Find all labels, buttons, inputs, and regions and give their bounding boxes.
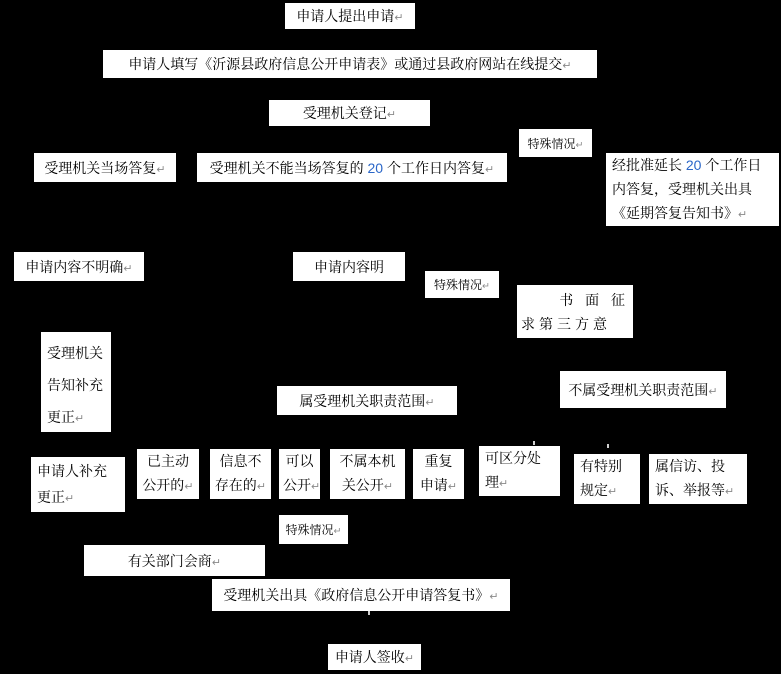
flow-node-petition-report-line-1	[655, 478, 743, 504]
return-mark-icon: ↵	[499, 478, 509, 490]
flow-node-text: 关公开	[341, 477, 384, 493]
flow-node-other-authority-disclose-line-0	[334, 449, 401, 473]
connector-tick	[368, 611, 370, 615]
return-mark-icon: ↵	[484, 163, 495, 176]
flow-node-info-not-exist-line-1	[214, 473, 267, 499]
flow-node-written-third-party-line-0	[521, 288, 629, 312]
flow-node-text: 不属本机	[339, 453, 396, 469]
flow-node-not-within-scope-line-0	[564, 380, 722, 400]
flow-node-onsite-reply	[34, 153, 176, 182]
return-mark-icon: ↵	[562, 60, 572, 72]
flow-node-registration	[269, 100, 430, 126]
flow-node-text: 公开	[283, 477, 311, 493]
flow-node-dept-consultation-line-0	[88, 551, 261, 571]
flow-node-special-case-1-line-0	[523, 135, 588, 152]
flow-node-fill-form	[103, 50, 597, 78]
flow-node-applicant-sign	[328, 644, 421, 670]
flow-node-text: 不属受理机关职责范围	[568, 381, 709, 398]
flow-node-text: 重复	[424, 453, 453, 469]
return-mark-icon: ↵	[447, 481, 458, 493]
connector-tick	[533, 441, 535, 445]
flow-node-text: 公开的	[142, 477, 185, 493]
return-mark-icon: ↵	[394, 12, 404, 24]
flow-node-notify-supplement	[41, 332, 111, 432]
flow-node-other-authority-disclose	[330, 449, 405, 499]
return-mark-icon: ↵	[123, 262, 133, 275]
return-mark-icon: ↵	[311, 481, 321, 493]
flow-node-text: 申请内容明	[314, 258, 384, 275]
flow-node-text: 可区分处	[485, 450, 541, 466]
flow-node-notify-supplement-line-0	[47, 337, 107, 369]
flow-node-text: 存在的	[214, 477, 257, 493]
flow-node-text: 申请	[419, 477, 448, 493]
return-mark-icon: ↵	[184, 481, 194, 493]
flow-node-reply-in-20-days	[197, 153, 507, 182]
flow-node-text: 有特别	[580, 458, 622, 474]
return-mark-icon: ↵	[481, 281, 491, 292]
flow-node-text: 求第三方意	[521, 315, 611, 332]
flow-node-within-scope	[277, 386, 457, 415]
flow-node-repeated-application-line-1	[417, 473, 460, 499]
flow-node-separable-handling	[479, 446, 560, 496]
connector-tick	[607, 444, 609, 448]
flow-node-extended-reply-line-2	[612, 201, 775, 227]
flow-node-applicant-sign-line-0	[332, 647, 417, 667]
flow-node-special-case-2	[425, 271, 499, 298]
flow-node-other-authority-disclose-line-1	[334, 473, 401, 499]
flow-node-within-scope-line-0	[281, 391, 453, 411]
flow-node-repeated-application-line-0	[417, 449, 460, 473]
return-mark-icon: ↵	[489, 591, 499, 603]
flow-node-onsite-reply-line-0	[38, 158, 172, 178]
flow-node-text: 申请人填写《沂源县政府信息公开申请表》或通过县政府网站在线提交	[128, 56, 563, 72]
flow-node-fill-form-line-0	[107, 54, 593, 74]
flow-node-text: 受理机关登记	[302, 105, 387, 121]
return-mark-icon: ↵	[333, 526, 342, 537]
flow-node-text: 属受理机关职责范围	[299, 392, 426, 409]
flow-node-special-provisions-line-1	[580, 478, 636, 504]
flow-node-text: 个工作日	[701, 156, 762, 173]
flow-node-supplement-correction-line-0	[37, 458, 121, 484]
flow-node-issue-reply-doc	[212, 579, 510, 611]
flow-node-special-case-3-line-0	[283, 521, 344, 538]
flow-node-can-disclose-line-1	[283, 473, 321, 499]
flow-node-special-case-1	[519, 129, 592, 157]
return-mark-icon: ↵	[575, 139, 584, 151]
flow-node-already-public-line-1	[141, 473, 195, 499]
flow-node-already-public	[137, 449, 199, 499]
return-mark-icon: ↵	[608, 486, 618, 498]
flow-node-supplement-correction	[31, 457, 125, 512]
return-mark-icon: ↵	[725, 486, 735, 498]
flow-node-notify-supplement-line-2	[47, 401, 107, 435]
flow-node-content-clear-line-0	[297, 257, 401, 277]
highlighted-number: 20	[685, 156, 702, 173]
flow-node-separable-handling-line-1	[485, 470, 556, 496]
return-mark-icon: ↵	[738, 208, 748, 221]
return-mark-icon: ↵	[65, 492, 75, 505]
flow-node-can-disclose-line-0	[283, 449, 316, 473]
flow-node-text: 更正	[47, 409, 75, 425]
flow-node-text: 信息不	[219, 453, 262, 469]
flow-node-supplement-correction-line-1	[37, 484, 121, 512]
flow-node-not-within-scope	[560, 371, 726, 408]
flow-node-text: 受理机关出具《政府信息公开申请答复书》	[223, 587, 490, 603]
return-mark-icon: ↵	[75, 413, 85, 425]
flow-node-text: 申请内容不明确	[25, 258, 124, 275]
flow-node-can-disclose	[279, 449, 320, 499]
flow-node-written-third-party-line-1	[521, 312, 629, 336]
return-mark-icon: ↵	[386, 109, 397, 121]
return-mark-icon: ↵	[708, 385, 718, 398]
flow-node-special-case-2-line-0	[429, 276, 495, 293]
flow-node-notify-supplement-line-1	[47, 369, 107, 401]
flow-node-text: 可以	[285, 453, 314, 469]
flow-node-text: 受理机关当场答复	[44, 159, 157, 176]
flow-node-text: 特殊情况	[433, 278, 482, 292]
flow-node-text: 申请人提出申请	[296, 8, 395, 24]
highlighted-number: 20	[367, 159, 384, 176]
return-mark-icon: ↵	[404, 653, 415, 665]
flow-node-text: 特殊情况	[285, 523, 334, 537]
flow-node-text: 属信访、投	[655, 458, 725, 474]
flow-node-content-unclear-line-0	[18, 257, 140, 277]
flow-node-text: 特殊情况	[527, 136, 576, 151]
flow-node-dept-consultation	[84, 545, 265, 576]
flow-node-text: 规定	[580, 482, 608, 498]
flow-node-issue-reply-doc-line-0	[216, 585, 506, 605]
flow-node-extended-reply	[606, 153, 779, 226]
flow-node-petition-report-line-0	[655, 454, 743, 478]
return-mark-icon: ↵	[383, 481, 394, 493]
flow-node-text: 理	[485, 474, 499, 490]
flow-node-extended-reply-line-0	[612, 153, 775, 177]
flow-node-written-third-party	[517, 285, 633, 338]
flow-node-applicant-submit	[285, 3, 415, 29]
flow-node-repeated-application	[413, 449, 464, 499]
flow-node-content-clear	[293, 252, 405, 281]
flow-node-separable-handling-line-0	[485, 446, 556, 470]
flow-node-text: 更正	[37, 488, 65, 505]
flow-node-text: 诉、举报等	[655, 482, 725, 498]
flow-node-reply-in-20-days-line-0	[201, 158, 503, 178]
flow-node-text: 申请人补充	[37, 462, 107, 479]
return-mark-icon: ↵	[156, 163, 166, 176]
flow-node-text: 受理机关不能当场答复的	[209, 159, 368, 176]
flow-node-text: 申请人签收	[334, 649, 405, 665]
flow-node-registration-line-0	[273, 103, 426, 123]
flow-node-text: 书 面 征	[559, 291, 629, 308]
flow-node-info-not-exist	[210, 449, 271, 499]
flow-node-applicant-submit-line-0	[289, 6, 411, 26]
flow-node-text: 告知补充	[47, 377, 103, 393]
flow-node-petition-report	[649, 454, 747, 504]
flow-node-text: 已主动	[147, 453, 189, 469]
flow-node-extended-reply-line-1	[612, 177, 775, 201]
return-mark-icon: ↵	[211, 556, 222, 569]
flow-node-text: 《延期答复告知书》	[612, 204, 738, 221]
flow-node-text: 经批准延长	[612, 156, 686, 173]
flow-node-already-public-line-0	[141, 449, 195, 473]
flow-node-content-unclear	[14, 252, 144, 281]
flow-node-info-not-exist-line-0	[214, 449, 267, 473]
flow-node-special-case-3	[279, 515, 348, 544]
return-mark-icon: ↵	[256, 481, 267, 493]
flow-node-special-provisions	[574, 454, 640, 504]
return-mark-icon: ↵	[425, 396, 435, 409]
flow-node-text: 内答复，受理机关出具	[612, 180, 752, 197]
flow-node-text: 个工作日内答复	[383, 159, 485, 176]
flow-node-text: 受理机关	[47, 345, 103, 361]
flow-node-text: 有关部门会商	[127, 552, 212, 569]
flow-node-special-provisions-line-0	[580, 454, 636, 478]
